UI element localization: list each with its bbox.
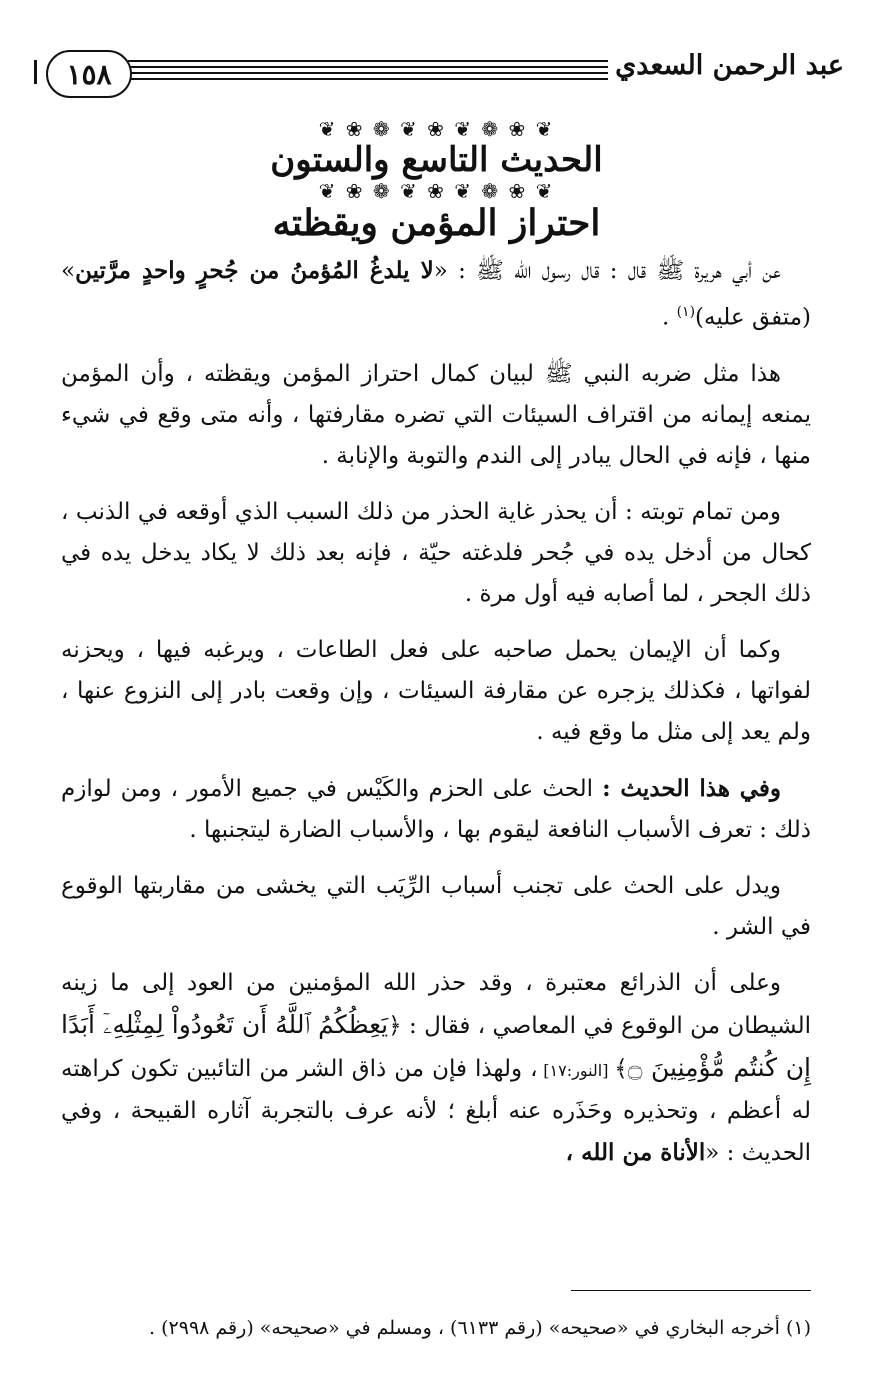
quran-verse: يَعِظُكُمُ ٱللَّهُ أَن تَعُودُواْ لِمِثْلِهِۦٓ أَبَدًا إِن كُنتُم مُّؤْمِنِينَ ۝: [61, 1009, 811, 1082]
quran-intro: وعلى أن الذرائع معتبرة ، وقد حذر الله المؤمنين من العود إلى ما زينه الشيطان من الوقوع في المعاصي ، فقال : ﴿: [61, 969, 811, 1039]
lesson-lead: وفي هذا الحديث :: [602, 774, 781, 802]
header-rule: [128, 72, 608, 74]
page-header: [18, 40, 848, 102]
paragraph-quran: [61, 963, 811, 1174]
title-ornament-top: ❦ ❀ ❁ ❦ ❀ ❦ ❁ ❀ ❦: [318, 117, 555, 141]
paragraph: وكما أن الإيمان يحمل صاحبه على فعل الطاعات ، ويرغبه فيها ، ويحزنه لفواتها ، فكذلك يزجره عن مقارفة السيئات ، وإن وقعت بادر إلى النزوع عنها ، ولم يعد إلى مثل ما وقع فيه .: [61, 636, 811, 745]
paragraph: ويدل على الحث على تجنب أسباب الرِّيَب التي يخشى من مقاربتها الوقوع في الشر .: [61, 872, 811, 940]
hadith-intro: عن أبي هريرة ﷺ قال : قال رسول الله ﷺ : «: [433, 258, 781, 284]
paragraph-end: .: [661, 304, 677, 331]
header-rule: [128, 78, 608, 80]
quran-reference: [النور:١٧]: [537, 1060, 615, 1080]
footnote-divider: [571, 1290, 811, 1291]
header-end-cap: [34, 60, 43, 84]
footnote: (١) أخرجه البخاري في «صحيحه» (رقم ٦١٣٣) ، ومسلم في «صحيحه» (رقم ٢٩٩٨) .: [149, 1317, 811, 1339]
hadith-fragment: الأناة من الله ،: [565, 1138, 706, 1166]
chapter-subtitle: احتراز المؤمن ويقظته: [272, 202, 601, 244]
paragraph-lesson: [61, 768, 811, 851]
title-ornament-middle: ❦ ❀ ❁ ❦ ❀ ❦ ❁ ❀ ❦: [318, 179, 555, 203]
paragraph: هذا مثل ضربه النبي ﷺ لبيان كمال احتراز المؤمن ويقظته ، وأن المؤمن يمنعه إيمانه من اقتراف السيئات التي تضره مقارفتها ، وأنه متى وقع في شيء منها ، فإنه في الحال يبادر إلى الندم والتوبة والإنابة .: [61, 360, 811, 469]
paragraph: ومن تمام توبته : أن يحذر غاية الحذر من ذلك السبب الذي أوقعه في الذنب ، كحال من أدخل يده في جُحر فلدغته حيّة ، فإنه بعد ذلك لا يكاد يدخل يده في ذلك الجحر ، لما أصابه فيه أول مرة .: [61, 498, 811, 607]
quran-commentary: ، ولهذا فإن من ذاق الشر من التائبين تكون كراهته له أعظم ، وتحذيره وحَذَره عنه أبلغ ؛ لأنه عرف بالتجربة آثاره القبيحة ، وفي الحديث : «: [61, 1055, 811, 1166]
header-rule: [128, 60, 608, 62]
lesson-text: الحث على الحزم والكَيْس في جميع الأمور ، ومن لوازم ذلك : تعرف الأسباب النافعة ليقوم بها ، والأسباب الضارة ليتجنبها .: [61, 775, 811, 843]
paragraph-hadith: [61, 250, 811, 339]
hadith-source: » (متفق عليه): [61, 258, 811, 331]
quran-close: ﴾: [614, 1055, 628, 1082]
body-text: [61, 250, 811, 1174]
page-number: ١٥٨: [46, 50, 132, 98]
footnote-marker: (١): [676, 304, 696, 320]
header-author: عبد الرحمن السعدي: [615, 50, 844, 81]
chapter-title-block: [0, 118, 873, 244]
chapter-title: الحديث التاسع والستون: [270, 140, 603, 180]
hadith-text: لا يلدغُ المُؤمنُ من جُحرٍ واحدٍ مرَّتين: [75, 257, 434, 284]
header-rule: [128, 66, 608, 68]
